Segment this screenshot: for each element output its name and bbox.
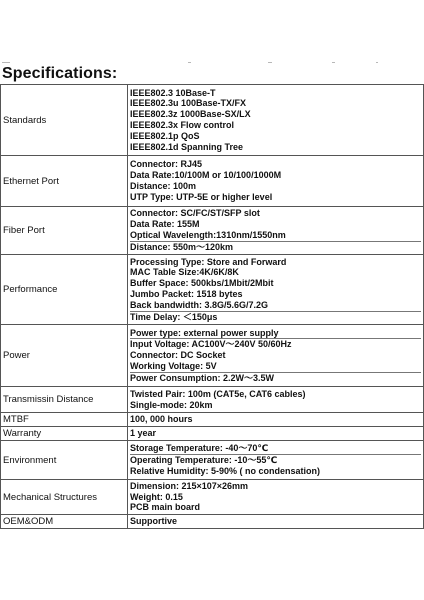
row-label: Power — [1, 325, 128, 387]
row-values — [128, 387, 424, 413]
row-value-line: Relative Humidity: 5-90% ( no condensation) — [130, 465, 321, 476]
row-label: Transmissin Distance — [1, 387, 128, 413]
row-value-line: IEEE802.3x Flow control — [130, 120, 235, 130]
row-value-line: PCB main board — [130, 502, 201, 513]
row-label: Mechanical Structures — [1, 480, 128, 515]
row-value-line: UTP Type: UTP-5E or higher level — [130, 191, 273, 202]
row-label: OEM&ODM — [1, 515, 128, 529]
row-value-line: Weight: 0.15 — [130, 491, 183, 502]
row-value-line: Supportive — [130, 516, 178, 527]
row-label: Fiber Port — [1, 207, 128, 255]
row-value-line: Distance: 550m～120km — [130, 241, 234, 252]
row-value-line: Power Consumption: 2.2W～3.5W — [130, 372, 275, 383]
row-value-line: Jumbo Packet: 1518 bytes — [130, 289, 243, 299]
row-value-line: Data Rate:10/100M or 10/100/1000M — [130, 170, 282, 181]
row-value-line: Buffer Space: 500kbs/1Mbit/2Mbit — [130, 278, 274, 289]
row-value-line: Twisted Pair: 100m (CAT5e, CAT6 cables) — [130, 388, 306, 399]
row-value-line: IEEE802.1d Spanning Tree — [130, 141, 244, 152]
row-value-line: IEEE802.1p QoS — [130, 130, 200, 141]
edge-speck — [188, 62, 191, 63]
row-values — [128, 255, 424, 325]
table-row — [1, 85, 424, 156]
edge-speck — [2, 62, 10, 63]
specifications-table-body — [1, 85, 424, 529]
row-label: Performance — [1, 255, 128, 325]
row-value-line: MAC Table Size:4K/6K/8K — [130, 267, 239, 278]
row-values — [128, 480, 424, 515]
row-value-line: 100, 000 hours — [130, 414, 193, 425]
row-value-line: Power type: external power supply — [130, 328, 421, 340]
row-value-line: Working Voltage: 5V — [130, 361, 421, 373]
row-value-line: Connector: RJ45 — [130, 159, 203, 170]
row-value-line: 1 year — [130, 428, 157, 439]
specifications-table — [0, 84, 424, 529]
row-values — [128, 156, 424, 207]
row-values — [128, 413, 424, 427]
row-values — [128, 427, 424, 441]
row-label: Standards — [1, 85, 128, 156]
row-value-line: Time Delay: ＜150μs — [130, 311, 218, 322]
row-label: Environment — [1, 441, 128, 480]
row-value-line: IEEE802.3u 100Base-TX/FX — [130, 98, 247, 109]
table-row — [1, 325, 424, 387]
row-values — [128, 325, 424, 387]
row-value-line: Optical Wavelength:1310nm/1550nm — [130, 230, 421, 242]
row-value-line: Single-mode: 20km — [130, 399, 213, 410]
row-value-line: Operating Temperature: -10～55℃ — [130, 455, 278, 466]
row-value-line: Back bandwidth: 3.8G/5.6G/7.2G — [130, 300, 421, 312]
row-value-line: IEEE802.3z 1000Base-SX/LX — [130, 109, 251, 120]
row-value-line: Connector: DC Socket — [130, 350, 226, 361]
row-value-line: Connector: SC/FC/ST/SFP slot — [130, 208, 260, 219]
edge-speck — [268, 62, 272, 63]
edge-speck — [332, 62, 335, 63]
table-row — [1, 480, 424, 515]
table-row — [1, 156, 424, 207]
row-label: MTBF — [1, 413, 128, 427]
row-value-line: Data Rate: 155M — [130, 219, 200, 230]
row-value-line: Storage Temperature: -40～70℃ — [130, 443, 421, 455]
row-value-line: Distance: 100m — [130, 181, 197, 191]
row-label: Warranty — [1, 427, 128, 441]
row-value-line: Processing Type: Store and Forward — [130, 256, 287, 267]
row-values — [128, 207, 424, 255]
table-row — [1, 413, 424, 427]
row-value-line: Input Voltage: AC100V～240V 50/60Hz — [130, 339, 292, 350]
row-values — [128, 85, 424, 156]
row-value-line: IEEE802.3 10Base-T — [130, 87, 216, 98]
table-row — [1, 255, 424, 325]
page-title: Specifications: — [2, 65, 118, 82]
table-row — [1, 427, 424, 441]
row-label: Ethernet Port — [1, 156, 128, 207]
table-row — [1, 515, 424, 529]
table-row — [1, 441, 424, 480]
row-value-line: Dimension: 215×107×26mm — [130, 480, 249, 491]
table-row — [1, 207, 424, 255]
row-values — [128, 515, 424, 529]
table-row — [1, 387, 424, 413]
row-values — [128, 441, 424, 480]
edge-speck — [376, 62, 378, 63]
